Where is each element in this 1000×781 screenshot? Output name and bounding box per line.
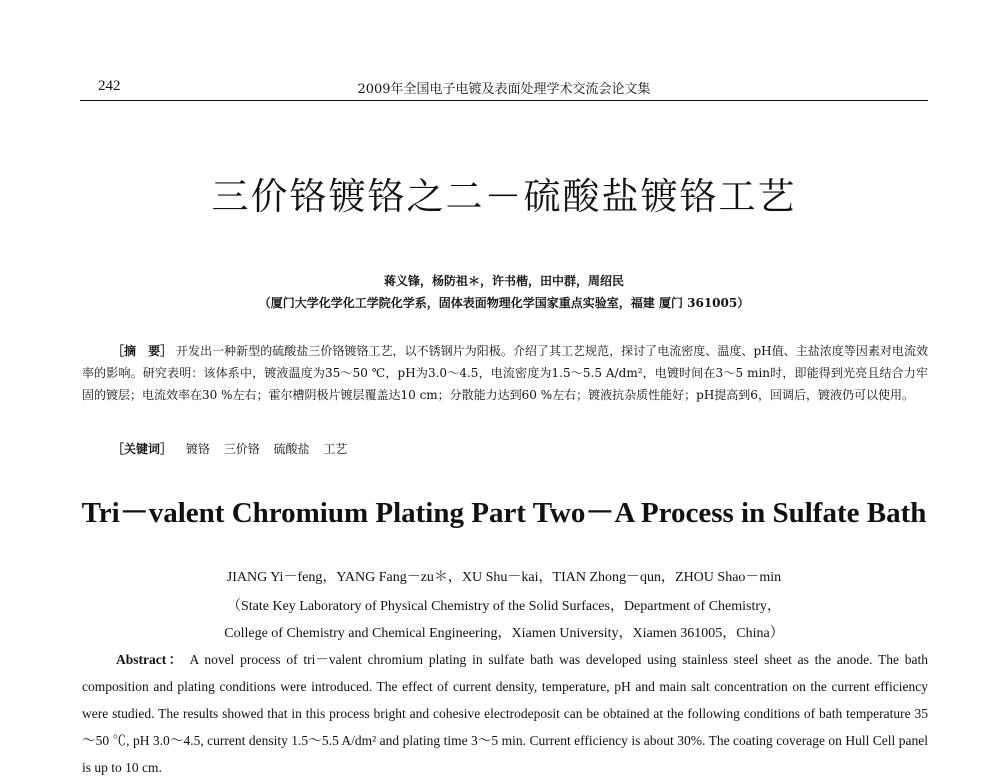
chinese-authors: 蒋义锋，杨防祖＊，许书楷，田中群，周绍民 — [383, 274, 624, 288]
page-header — [80, 76, 928, 101]
keyword: 硫酸盐 — [273, 442, 310, 456]
chinese-abstract-label: ［摘 要］ — [112, 344, 173, 358]
english-abstract — [82, 646, 928, 775]
english-abstract-label: Abstract： — [116, 652, 185, 667]
english-affiliation-line-1: （State Key Laboratory of Physical Chemistry of the Solid Surfaces，Department of Chemistry， — [226, 599, 782, 614]
chinese-abstract-text: 开发出一种新型的硫酸盐三价铬镀铬工艺，以不锈钢片为阳极。介绍了其工艺规范，探讨了电流密度、温度、pH值、主盐浓度等因素对电流效率的影响。研究表明：该体系中，镀液温度为35～50 ℃，pH为3.0～4.5，电流密度为1.5～5.5 A/dm²，电镀时间在3～5 min时，即能得到光亮且结合力牢固的镀层；电流效率在30 %左右；霍尔槽阴极片镀层覆盖达10 cm；分散能力达到60 %左右；镀液抗杂质性能好；pH提高到6，回调后，镀液仍可以使用。 — [82, 344, 928, 402]
english-authors: JIANG Yi－feng，YANG Fang－zu＊，XU Shu－kai，TIAN Zhong－qun，ZHOU Shao－min — [226, 570, 782, 585]
chinese-affiliation: （厦门大学化学化工学院化学系，固体表面物理化学国家重点实验室，福建 厦门 361005） — [258, 296, 750, 310]
keyword: 镀铬 — [185, 442, 210, 456]
chinese-keywords — [112, 440, 347, 457]
running-title: 2009年全国电子电镀及表面处理学术交流会论文集 — [357, 82, 651, 97]
chinese-keywords-label: ［关键词］ — [112, 442, 173, 456]
keyword: 三价铬 — [223, 442, 260, 456]
page-number: 242 — [98, 78, 121, 94]
english-abstract-text: A novel process of tri－valent chromium plating in sulfate bath was developed using stainless steel sheet as the anode. The bath composition and plating conditions were introduced. The effect of current density, temperature, pH and main salt concentration on the current efficiency were studied. The results showed that in this process bright and cohesive electrodeposit can be obtained at the following conditions of bath temperature 35～50 ℃, pH 3.0～4.5, current density 1.5～5.5 A/dm² and plating time 3～5 min. Current efficiency is about 30%. The coating coverage on Hull Cell panel is up to 10 cm. — [82, 652, 928, 775]
keyword: 工艺 — [323, 442, 348, 456]
chinese-title: 三价铬镀铬之二－硫酸盐镀铬工艺 — [211, 175, 797, 218]
chinese-abstract — [82, 340, 928, 406]
english-title: Tri－valent Chromium Plating Part Two－A Process in Sulfate Bath — [81, 497, 927, 529]
english-affiliation-line-2: College of Chemistry and Chemical Engineering，Xiamen University，Xiamen 361005，China） — [224, 626, 784, 641]
